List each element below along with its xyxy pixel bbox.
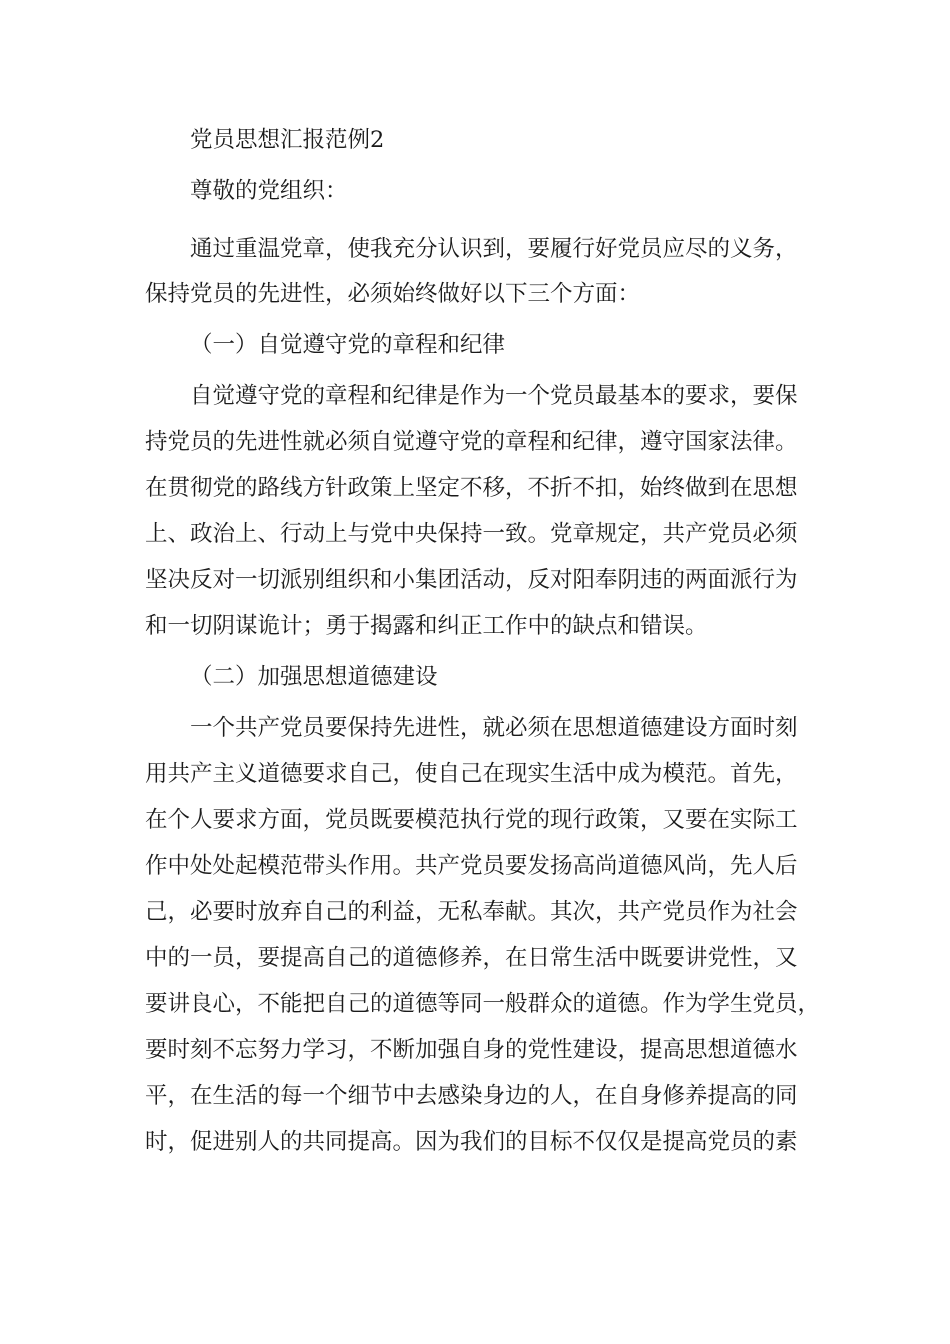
paragraph-line: 要时刻不忘努力学习，不断加强自身的党性建设，提高思想道德水 xyxy=(145,1037,798,1063)
paragraph-line: 平，在生活的每一个细节中去感染身边的人，在自身修养提高的同 xyxy=(145,1083,798,1109)
paragraph-line: 保持党员的先进性，必须始终做好以下三个方面： xyxy=(145,281,641,307)
document-title: 党员思想汇报范例2 xyxy=(190,127,385,153)
paragraph-line: 用共产主义道德要求自己，使自己在现实生活中成为模范。首先， xyxy=(145,761,798,787)
paragraph-line: 在贯彻党的路线方针政策上坚定不移，不折不扣，始终做到在思想 xyxy=(145,475,798,501)
salutation: 尊敬的党组织： xyxy=(190,178,348,204)
paragraph-line: 和一切阴谋诡计；勇于揭露和纠正工作中的缺点和错误。 xyxy=(145,613,708,639)
section-heading-2: （二）加强思想道德建设 xyxy=(190,664,438,690)
section-heading-1: （一）自觉遵守党的章程和纪律 xyxy=(190,332,506,358)
document-body xyxy=(145,127,821,1155)
paragraph-line: 己，必要时放弃自己的利益，无私奉献。其次，共产党员作为社会 xyxy=(145,899,798,925)
paragraph-line: 作中处处起模范带头作用。共产党员要发扬高尚道德风尚，先人后 xyxy=(145,853,798,879)
paragraph-line: 在个人要求方面，党员既要模范执行党的现行政策，又要在实际工 xyxy=(145,807,798,833)
paragraph-line: 中的一员，要提高自己的道德修养，在日常生活中既要讲党性，又 xyxy=(145,945,798,971)
paragraph-line: 自觉遵守党的章程和纪律是作为一个党员最基本的要求，要保 xyxy=(190,383,798,409)
paragraph-line: 通过重温党章，使我充分认识到，要履行好党员应尽的义务， xyxy=(190,236,798,262)
paragraph-line: 上、政治上、行动上与党中央保持一致。党章规定，共产党员必须 xyxy=(145,521,798,547)
paragraph-line: 一个共产党员要保持先进性，就必须在思想道德建设方面时刻 xyxy=(190,715,798,741)
paragraph-line: 持党员的先进性就必须自觉遵守党的章程和纪律，遵守国家法律。 xyxy=(145,429,798,455)
paragraph-line: 坚决反对一切派别组织和小集团活动，反对阳奉阴违的两面派行为 xyxy=(145,567,798,593)
paragraph-line: 时，促进别人的共同提高。因为我们的目标不仅仅是提高党员的素 xyxy=(145,1129,798,1155)
paragraph-line: 要讲良心，不能把自己的道德等同一般群众的道德。作为学生党员， xyxy=(145,991,821,1017)
